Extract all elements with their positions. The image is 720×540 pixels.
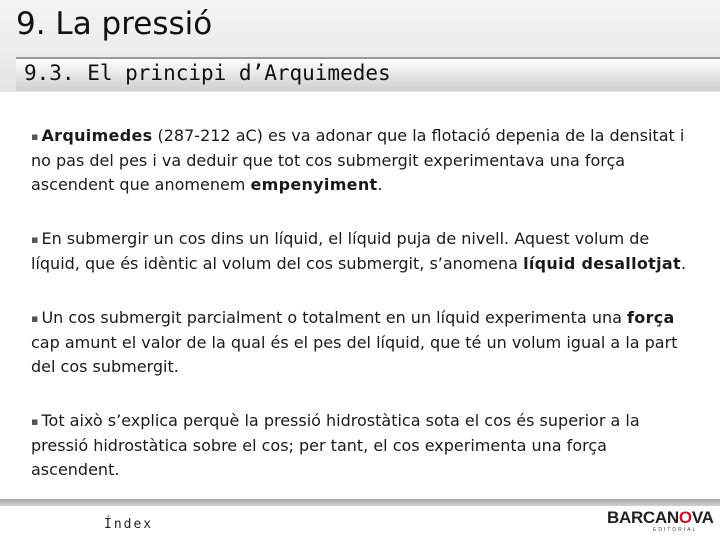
- paragraph-hydrostatic-explanation: [31, 409, 696, 482]
- logo-part: VA: [691, 508, 714, 527]
- bullet-icon: ▪: [31, 130, 39, 143]
- paragraph-text-end: cap amunt el valor de la qual és el pes del líquid, que té un volum igual a la part del cos submergit.: [31, 333, 678, 376]
- paragraph-text: (287-212 aC) es va adonar que la flotació depenia de la densitat i no pas del pes i va deduir que tot cos submergit experimentava una força ascendent que anomenem: [31, 126, 685, 194]
- logo-part: BARCAN: [607, 508, 679, 527]
- barcanova-logo: [607, 508, 719, 538]
- paragraph-buoyant-force: [31, 306, 696, 379]
- bullet-icon: ▪: [31, 233, 39, 246]
- bullet-icon: ▪: [31, 312, 39, 325]
- slide-content: [31, 124, 696, 512]
- paragraph-text: Un cos submergit parcialment o totalment en un líquid experimenta una: [41, 308, 628, 327]
- paragraph-text-end: .: [680, 254, 687, 273]
- bullet-icon: ▪: [31, 415, 39, 428]
- logo-accent: O: [678, 508, 692, 527]
- footer-divider: [0, 499, 720, 506]
- paragraph-displaced-liquid: [31, 227, 696, 276]
- logo-subtitle: EDITORIAL: [653, 527, 698, 533]
- index-link[interactable]: Índex: [104, 517, 154, 532]
- paragraph-archimedes: [31, 124, 696, 197]
- slide-title: 9. La pressió: [16, 6, 213, 42]
- bold-lead: Arquimedes: [41, 126, 153, 145]
- bold-term: força: [627, 308, 675, 327]
- slide-subtitle: 9.3. El principi d’Arquimedes: [24, 61, 391, 85]
- paragraph-text: Tot això s’explica perquè la pressió hidrostàtica sota el cos és superior a la pressió hidrostàtica sobre el cos; per tant, el cos experimenta una força ascendent.: [31, 411, 640, 479]
- bold-term: empenyiment: [250, 175, 378, 194]
- subtitle-bar: [16, 57, 720, 91]
- bold-term: líquid desallotjat: [523, 254, 681, 273]
- paragraph-text-end: .: [377, 175, 383, 194]
- paragraph-text: En submergir un cos dins un líquid, el líquid puja de nivell. Aquest volum de líquid, que és idèntic al volum del cos submergit, s’anomena: [31, 229, 650, 273]
- logo-wordmark: [607, 508, 714, 528]
